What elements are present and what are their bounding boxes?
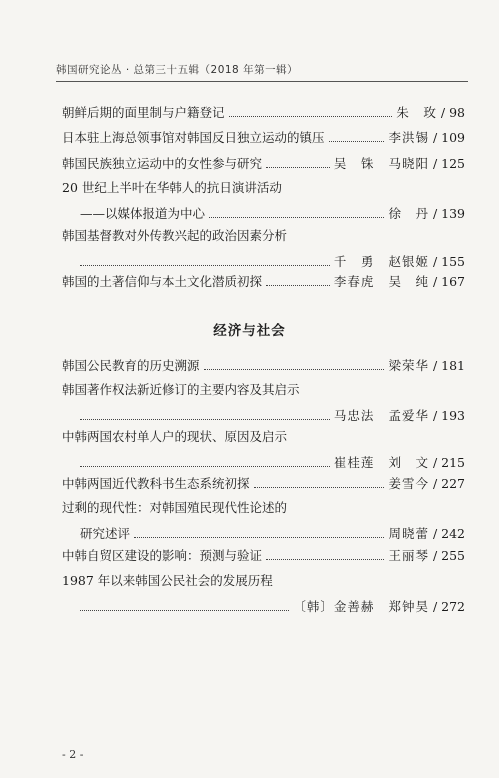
dot-leader (80, 466, 330, 467)
toc-entry: 韩国基督教对外传教兴起的政治因素分析 千 勇 赵银姬 / 155 (62, 228, 465, 269)
dot-leader (266, 559, 384, 560)
dot-leader (254, 487, 385, 488)
entry-author: 千 勇 (333, 254, 375, 269)
dot-leader (80, 610, 289, 611)
dot-leader (80, 419, 330, 420)
entry-page: 242 (441, 526, 465, 541)
toc-entry: 日本驻上海总领事馆对韩国反日独立运动的镇压 李洪锡 / 109 (62, 130, 465, 145)
entry-page: 272 (441, 599, 465, 614)
page-number: - 2 - (62, 748, 84, 761)
entry-title: 韩国公民教育的历史溯源 (62, 358, 200, 373)
toc-entry: 20 世纪上半叶在华韩人的抗日演讲活动 ——以媒体报道为中心 徐 丹 / 139 (62, 180, 465, 221)
entry-page: 255 (441, 548, 465, 563)
toc-entry: 过剩的现代性：对韩国殖民现代性论述的 研究述评 周晓蕾 / 242 (62, 500, 465, 541)
toc-entry: 中韩两国近代教科书生态系统初探 姜雪今 / 227 (62, 476, 465, 491)
entry-title: 韩国著作权法新近修订的主要内容及其启示 (62, 382, 300, 397)
entry-author: 刘 文 (388, 455, 429, 470)
dot-leader (134, 537, 384, 538)
entry-page: 193 (441, 408, 465, 423)
entry-title: 中韩自贸区建设的影响：预测与验证 (62, 548, 263, 563)
running-header: 韩国研究论丛 · 总第三十五辑（2018 年第一辑） (56, 64, 299, 76)
entry-author: 〔韩〕金善赫 (293, 599, 375, 614)
entry-author: 王丽琴 (388, 548, 429, 563)
toc-entry: 1987 年以来韩国公民社会的发展历程 〔韩〕金善赫 郑钟昊 / 272 (62, 573, 465, 614)
entry-author: 周晓蕾 (388, 526, 429, 541)
entry-title: 韩国基督教对外传教兴起的政治因素分析 (62, 228, 288, 243)
entry-page: 109 (441, 130, 465, 145)
toc-entry: 中韩自贸区建设的影响：预测与验证 王丽琴 / 255 (62, 548, 465, 563)
entry-page: 227 (441, 476, 465, 491)
entry-author: 吴 铢 (333, 156, 375, 171)
entry-author: 徐 丹 (388, 206, 429, 221)
entry-author: 吴 纯 (388, 274, 429, 289)
entry-title: 过剩的现代性：对韩国殖民现代性论述的 (62, 500, 288, 515)
dot-leader (209, 217, 384, 218)
toc-entry: 中韩两国农村单人户的现状、原因及启示 崔桂莲 刘 文 / 215 (62, 429, 465, 470)
entry-author: 朱 玫 (396, 105, 437, 120)
entry-title: 中韩两国农村单人户的现状、原因及启示 (62, 429, 288, 444)
entry-author: 李洪锡 (388, 130, 429, 145)
entry-page: 98 (449, 105, 465, 120)
entry-author: 马忠法 (333, 408, 375, 423)
entry-subtitle: ——以媒体报道为中心 (80, 206, 206, 221)
entry-title: 中韩两国近代教科书生态系统初探 (62, 476, 250, 491)
entry-author: 孟爱华 (388, 408, 429, 423)
entry-page: 139 (441, 206, 465, 221)
entry-title: 20 世纪上半叶在华韩人的抗日演讲活动 (62, 180, 282, 195)
entry-author: 姜雪今 (388, 476, 429, 491)
entry-author: 李春虎 (333, 274, 375, 289)
entry-author: 郑钟昊 (388, 599, 429, 614)
dot-leader (80, 265, 330, 266)
toc-entry: 韩国的土著信仰与本土文化潜质初探 李春虎 吴 纯 / 167 (62, 274, 465, 289)
entry-author: 马晓阳 (388, 156, 429, 171)
entry-author: 崔桂莲 (333, 455, 375, 470)
toc-entry: 韩国公民教育的历史溯源 梁荣华 / 181 (62, 358, 465, 373)
entry-page: 155 (441, 254, 465, 269)
dot-leader (266, 285, 330, 286)
dot-leader (266, 167, 330, 168)
entry-page: 125 (441, 156, 465, 171)
entry-title: 韩国民族独立运动中的女性参与研究 (62, 156, 263, 171)
entry-title: 日本驻上海总领事馆对韩国反日独立运动的镇压 (62, 130, 325, 145)
dot-leader (204, 369, 385, 370)
entry-title: 韩国的土著信仰与本土文化潜质初探 (62, 274, 263, 289)
entry-author: 赵银姬 (388, 254, 429, 269)
entry-page: 215 (441, 455, 465, 470)
entry-page: 167 (441, 274, 465, 289)
entry-title: 1987 年以来韩国公民社会的发展历程 (62, 573, 273, 588)
dot-leader (329, 141, 385, 142)
entry-title: 朝鲜后期的面里制与户籍登记 (62, 105, 225, 120)
toc-entry: 韩国民族独立运动中的女性参与研究 吴 铢 马晓阳 / 125 (62, 156, 465, 171)
entry-subtitle: 研究述评 (80, 526, 131, 541)
section-heading: 经济与社会 (213, 323, 286, 339)
entry-page: 181 (441, 358, 465, 373)
header-divider (56, 81, 468, 82)
dot-leader (229, 116, 393, 117)
entry-author: 梁荣华 (388, 358, 429, 373)
toc-entry: 韩国著作权法新近修订的主要内容及其启示 马忠法 孟爱华 / 193 (62, 382, 465, 423)
toc-entry: 朝鲜后期的面里制与户籍登记 朱 玫 / 98 (62, 105, 465, 120)
